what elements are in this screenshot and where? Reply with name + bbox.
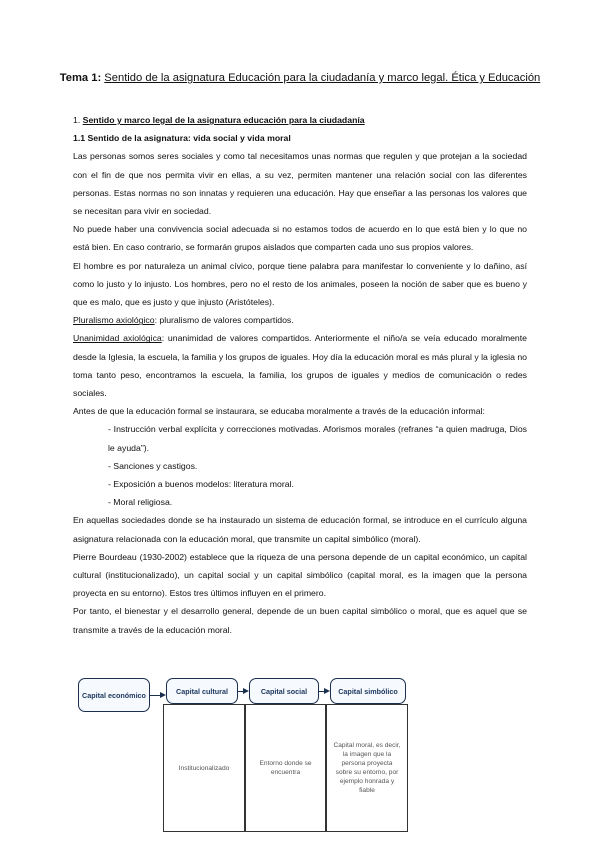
cell-capital-moral: Capital moral, es decir, la imagen que la persona proyecta sobre su entorno, por ejemplo honrada y fiable bbox=[326, 704, 408, 832]
section-number: 1. bbox=[73, 115, 81, 125]
cell-institucionalizado: Institucionalizado bbox=[163, 704, 245, 832]
box-capital-social: Capital social bbox=[249, 678, 319, 704]
title-prefix: Tema 1: bbox=[59, 72, 102, 84]
paragraph-3: El hombre es por naturaleza un animal cívico, porque tiene palabra para manifestar lo conveniente y lo dañino, así como lo justo y lo injusto. Los hombres, pero no el resto de los animales, poseen la noción de saber que es bueno y que es malo, que es justo y que injusto (Aristóteles). bbox=[73, 260, 527, 308]
list-item: - Sanciones y castigos. bbox=[108, 460, 198, 471]
paragraph-7: Por tanto, el bienestar y el desarrollo general, depende de un buen capital simbólico o moral, que es aquel que se transmite a través de la educación moral. bbox=[73, 606, 527, 635]
cell-entorno: Entorno donde se encuentra bbox=[245, 704, 326, 832]
arrow-2 bbox=[238, 691, 247, 692]
box-capital-economico: Capital económico bbox=[78, 678, 150, 712]
box-capital-simbolico: Capital simbólico bbox=[330, 678, 406, 704]
section-heading-text: Sentido y marco legal de la asignatura educación para la ciudadanía bbox=[82, 115, 365, 125]
pluralismo-definition bbox=[73, 311, 527, 329]
section-heading bbox=[73, 111, 527, 129]
title-text: Sentido de la asignatura Educación para la ciudadanía y marco legal. Ética y Educación bbox=[104, 72, 541, 84]
list-item: - Exposición a buenos modelos: literatura moral. bbox=[108, 479, 294, 490]
unanimidad-definition bbox=[73, 329, 527, 402]
paragraph-1: Las personas somos seres sociales y como tal necesitamos unas normas que regulen y que protejan a la sociedad con el fin de que nos permita vivir en ellas, a su vez, permiten mantener una relación social con las diferentes personas. Estas normas no son innatas y requieren una educación. Hay que enseñar a las personas los valores que se necesitan para vivir en sociedad. bbox=[73, 151, 527, 217]
box-capital-cultural: Capital cultural bbox=[166, 678, 238, 704]
unanimidad-term: Unanimidad axiológica bbox=[73, 333, 162, 344]
subsection-heading: 1.1 Sentido de la asignatura: vida social y vida moral bbox=[73, 133, 291, 144]
paragraph-2: No puede haber una convivencia social adecuada si no estamos todos de acuerdo en lo que está bien y lo que no está bien. En caso contrario, se formarán grupos aislados que comparten cada uno sus propios valores. bbox=[73, 224, 527, 253]
list-item: - Moral religiosa. bbox=[108, 497, 173, 508]
page-title bbox=[0, 72, 600, 84]
capital-diagram bbox=[78, 678, 418, 838]
unanimidad-def: : unanimidad de valores compartidos. Anteriormente el niño/a se veía educado moralmente desde la Iglesia, la escuela, la familia y los grupos de iguales. Hoy día la educación moral es más plural y la iglesia no toma tanto peso, encontramos la escuela, la familia, los grupos de iguales y medios de comunicación o redes sociales. bbox=[73, 333, 527, 399]
list-item: - Instrucción verbal explícita y correcciones motivadas. Aforismos morales (refranes “a quien madruga, Dios le ayuda”). bbox=[108, 424, 527, 453]
pluralismo-def: : pluralismo de valores compartidos. bbox=[154, 315, 294, 326]
paragraph-5: En aquellas sociedades donde se ha instaurado un sistema de educación formal, se introduce en el currículo alguna asignatura relacionada con la educación moral, que transmite un capital simbólico (moral). bbox=[73, 515, 527, 544]
document-body bbox=[73, 111, 527, 639]
pluralismo-term: Pluralismo axiológico bbox=[73, 315, 155, 326]
arrow-1 bbox=[150, 695, 164, 696]
paragraph-6: Pierre Bourdeau (1930-2002) establece que la riqueza de una persona depende de un capital económico, un capital cultural (institucionalizado), un capital social y un capital simbólico (capital moral, es la imagen que la persona proyecta en su entorno). Estos tres últimos influyen en el primero. bbox=[73, 551, 527, 599]
arrow-3 bbox=[319, 691, 328, 692]
paragraph-4: Antes de que la educación formal se instaurara, se educaba moralmente a través de la educación informal: bbox=[73, 406, 485, 417]
